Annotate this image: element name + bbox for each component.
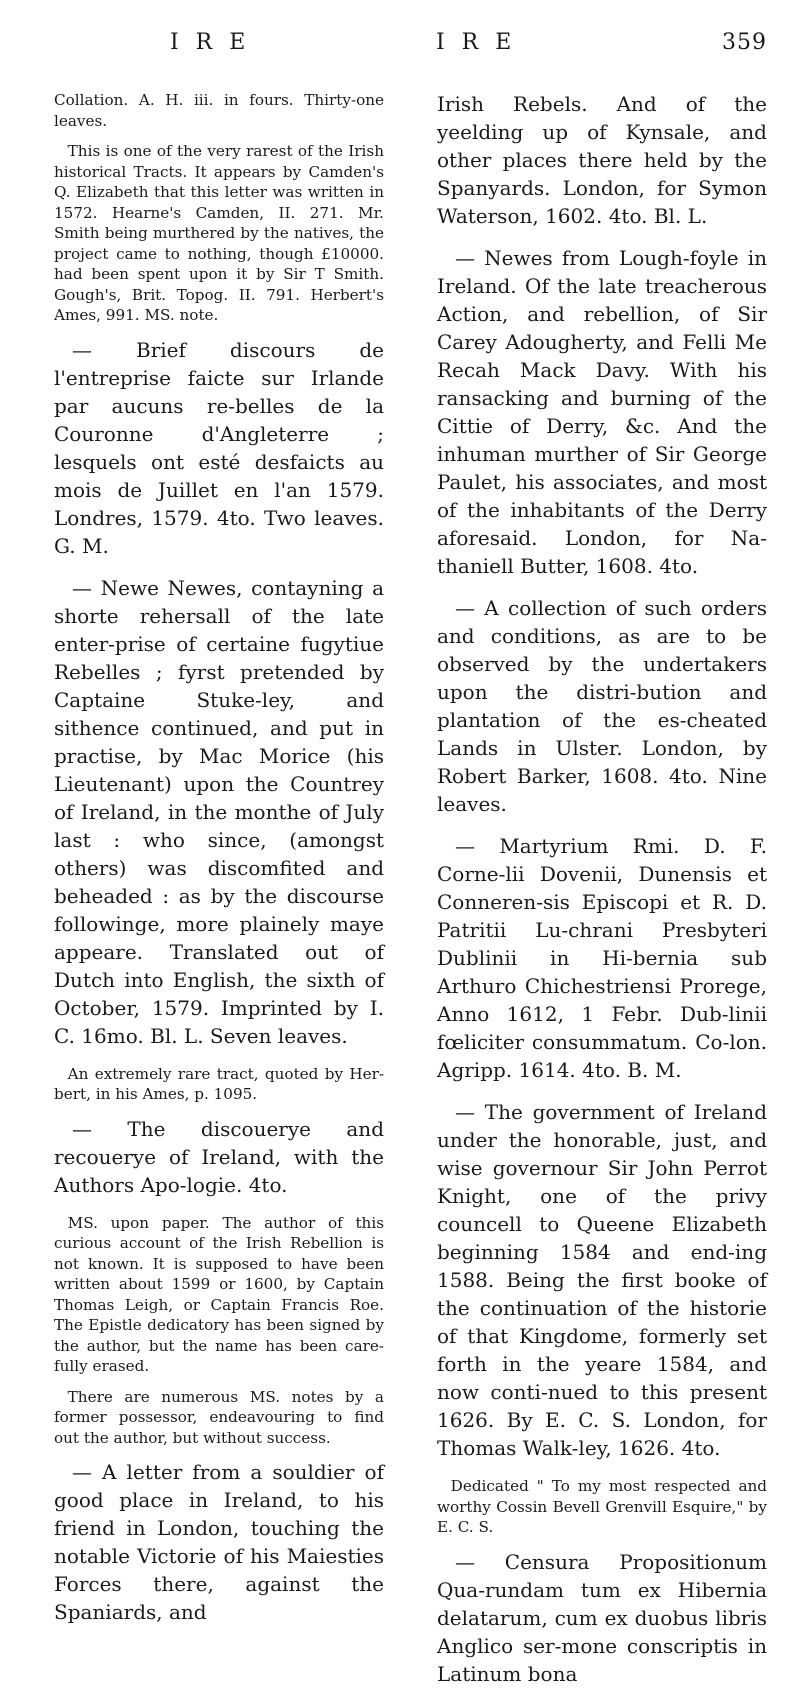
bibliography-entry: — Newe Newes, contayning a shorte rehersall of the late enter-prise of certaine fugytiue Rebelles ; fyrst pretended by Captaine Stuke-ley, and sithence continued, and put in practise, by Mac Morice (his Lieutenant) upon the Countrey of Ireland, in the monthe of July last : who since, (amongst others) was discomfited and beheaded : as by the discourse followinge, more plainely maye appeare. Translated out of Dutch into English, the sixth of October, 1579. Imprinted by I. C. 16mo. Bl. L. Seven leaves. <box>54 575 384 1048</box>
annotation-note: Dedicated " To my most respected and worthy Cossin Bevell Grenvill Esquire," by E. C. S. <box>437 1477 767 1536</box>
bibliography-entry-continued: Irish Rebels. And of the yeelding up of Kynsale, and other places there held by the Spanyards. London, for Symon Waterson, 1602. 4to. Bl. L. <box>437 92 767 228</box>
annotation-note: This is one of the very rarest of the Irish historical Tracts. It appears by Camden's Q. Elizabeth that this letter was written in 1572. Hearne's Camden, II. 271. Mr. Smith being murthered by the natives, the project came to nothing, though £10000. had been spent upon it by Sir T Smith. Gough's, Brit. Topog. II. 791. Herbert's Ames, 991. MS. note. <box>54 142 384 324</box>
collation-note: Collation. A. H. iii. in fours. Thirty-one leaves. <box>54 91 384 130</box>
header-left-title: I R E <box>170 30 251 55</box>
header-right-title: I R E <box>436 30 517 55</box>
right-column <box>437 90 767 1702</box>
annotation-note: An extremely rare tract, quoted by Her-bert, in his Ames, p. 1095. <box>54 1064 384 1103</box>
bibliography-entry: — Censura Propositionum Qua-rundam tum ex Hibernia delatarum, cum ex duobus libris Anglico ser-mone conscriptis in Latinum bona <box>437 1549 767 1686</box>
bibliography-entry: — A letter from a souldier of good place in Ireland, to his friend in London, touching the notable Victorie of his Maiesties Forces there, against the Spaniards, and <box>54 1460 384 1624</box>
annotation-note: MS. upon paper. The author of this curious account of the Irish Rebellion is not known. It is supposed to have been written about 1599 or 1600, by Captain Thomas Leigh, or Captain Francis Roe. The Epistle dedicatory has been signed by the author, but the name has been care-fully erased. <box>54 1213 384 1375</box>
bibliography-entry: — Martyrium Rmi. D. F. Corne-lii Dovenii, Dunensis et Conneren-sis Episcopi et R. D. Patritii Lu-chrani Presbyteri Dublinii in Hi-bernia sub Arthuro Chichestriensi Prorege, Anno 1612, 1 Febr. Dub-linii fœliciter consummatum. Co-lon. Agripp. 1614. 4to. B. M. <box>437 834 767 1082</box>
bibliography-entry: — Brief discours de l'entreprise faicte sur Irlande par aucuns re-belles de la Couronne d'Angleterre ; lesquels ont esté desfaicts au mois de Juillet en l'an 1579. Londres, 1579. 4to. Two leaves. G. M. <box>54 337 384 558</box>
annotation-note: There are numerous MS. notes by a former possessor, endeavouring to find out the author, but without success. <box>54 1387 384 1447</box>
bibliography-entry: — The government of Ireland under the honorable, just, and wise governour Sir John Perrot Knight, one of the privy councell to Queene Elizabeth beginning 1584 and end-ing 1588. Being the first booke of the continuation of the historie of that Kingdome, formerly set forth in the yeare 1584, and now conti-nued to this present 1626. By E. C. S. London, for Thomas Walk-ley, 1626. 4to. <box>437 1100 767 1460</box>
bibliography-entry: — Newes from Lough-foyle in Ireland. Of the late treacherous Action, and rebellion, of Sir Carey Adougherty, and Felli Me Recah Mack Davy. With his ransacking and burning of the Cittie of Derry, &c. And the inhuman murther of Sir George Paulet, his associates, and most of the inhabitants of the Derry aforesaid. London, for Na-thaniell Butter, 1608. 4to. <box>437 246 767 578</box>
running-header <box>0 30 800 70</box>
bibliography-entry: — The discouerye and recouerye of Ireland, with the Authors Apo-logie. 4to. <box>54 1116 384 1197</box>
page-number: 359 <box>722 30 767 55</box>
left-column <box>54 90 384 1640</box>
bibliography-entry: — A collection of such orders and conditions, as are to be observed by the undertakers upon the distri-bution and plantation of the es-cheated Lands in Ulster. London, by Robert Barker, 1608. 4to. Nine leaves. <box>437 596 767 816</box>
